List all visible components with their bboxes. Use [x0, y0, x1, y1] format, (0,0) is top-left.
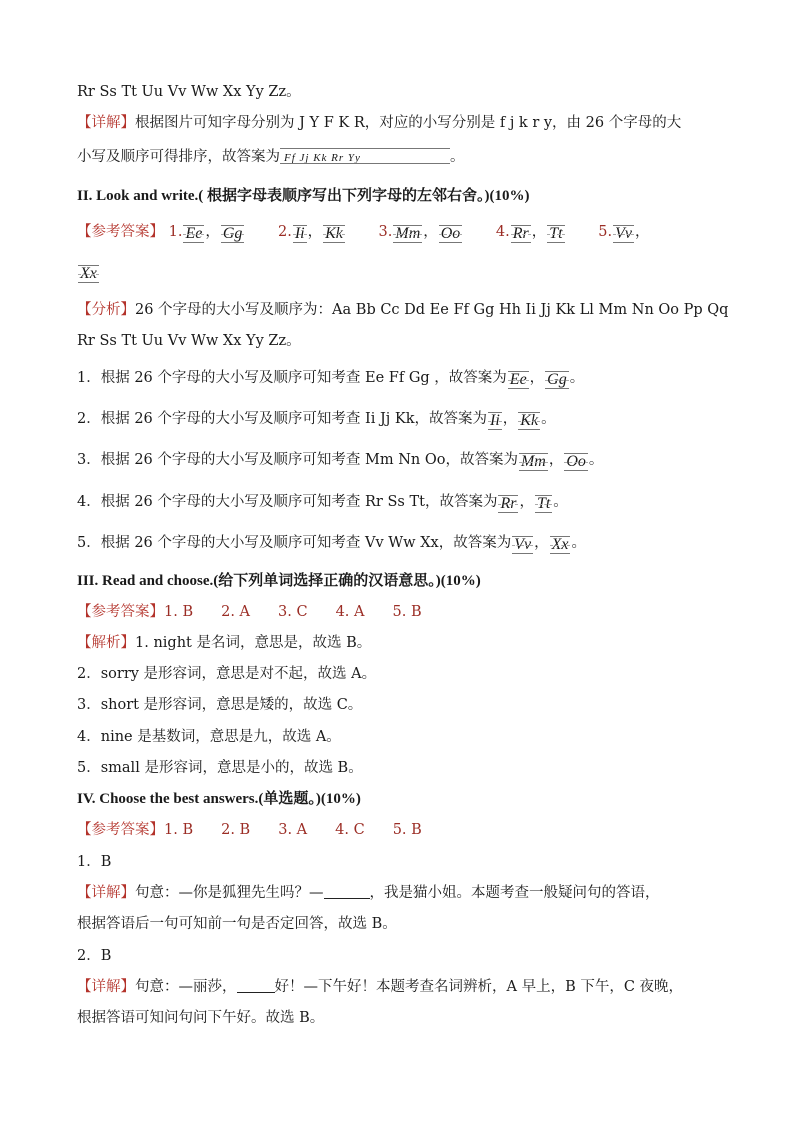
question-2-detail: 【详解】句意：—丽莎， 好！—下午好！本题考查名词辨析，A 早上，B 下午，C 夜晚，	[77, 979, 684, 995]
hw-answer: Kk	[325, 225, 343, 242]
detail-paragraph-cont: 小写及顺序可得排序，故答案为 Ff Jj Kk Rr Yy 。	[77, 149, 465, 165]
section-3-explain-1: 【解析】1. night 是名词，意思是，故选 B。	[77, 635, 372, 651]
section-3-answers: 【参考答案】1. B 2. A 3. C 4. A 5. B	[77, 604, 422, 620]
detail-tag: 【详解】	[77, 115, 135, 131]
analysis-item-5: 5．根据 26 个字母的大小写及顺序可知考查 Vv Ww Xx，故答案为 Vv ， Xx 。	[77, 535, 586, 553]
question-2-answer: 2．B	[77, 948, 112, 964]
question-1-detail: 【详解】句意：—你是狐狸先生吗？— ，我是猫小姐。本题考查一般疑问句的答语，	[77, 885, 660, 901]
question-1-detail-cont: 根据答语后一句可知前一句是否定回答，故选 B。	[77, 916, 397, 932]
question-1-answer: 1．B	[77, 854, 112, 870]
hw-answer: Oo	[440, 225, 461, 242]
question-2-detail-cont: 根据答语可知问句问下午好。故选 B。	[77, 1010, 325, 1026]
analysis-item-3: 3．根据 26 个字母的大小写及顺序可知考查 Mm Nn Oo，故答案为 Mm ， Oo 。	[77, 452, 604, 470]
section-2-answers: 【参考答案】 1. Ee ， Gg 2. Ii ， Kk 3. Mm ， Oo 4. Rr ， Tt 5. Vv ，	[77, 224, 650, 242]
section-4-answers: 【参考答案】1. B 2. B 3. A 4. C 5. B	[77, 822, 422, 838]
analysis-item-2: 2．根据 26 个字母的大小写及顺序可知考查 Ii Jj Kk，故答案为 Ii ， Kk 。	[77, 411, 556, 429]
blank-line	[237, 978, 275, 993]
section-3-explain-4: 4．nine 是基数词，意思是九，故选 A。	[77, 729, 341, 745]
hw-answer: Gg	[222, 225, 243, 242]
section-2-answers-wrap	[77, 262, 100, 284]
handwriting-strip: Ff Jj Kk Rr Yy	[280, 148, 450, 164]
analysis-line: 【分析】26 个字母的大小写及顺序为：Aa Bb Cc Dd Ee Ff Gg Hh Ii Jj Kk Ll Mm Nn Oo Pp Qq	[77, 302, 729, 318]
section-3-title: III. Read and choose.(给下列单词选择正确的汉语意思。)(10%)	[77, 573, 481, 589]
hw-answer: Vv	[615, 225, 632, 242]
detail-paragraph: 【详解】根据图片可知字母分别为 J Y F K R，对应的小写分别是 f j k r y，由 26 个字母的大	[77, 115, 682, 131]
hw-answer: Ee	[185, 225, 203, 242]
analysis-item-1: 1．根据 26 个字母的大小写及顺序可知考查 Ee Ff Gg ，故答案为 Ee ， Gg 。	[77, 370, 585, 388]
section-3-explain-3: 3．short 是形容词，意思是矮的，故选 C。	[77, 697, 363, 713]
hw-answer: Rr	[512, 225, 529, 242]
blank-line	[324, 884, 370, 899]
section-3-explain-2: 2．sorry 是形容词，意思是对不起，故选 A。	[77, 666, 377, 682]
analysis-item-4: 4．根据 26 个字母的大小写及顺序可知考查 Rr Ss Tt，故答案为 Rr ， Tt 。	[77, 494, 568, 512]
section-2-title: II. Look and write.( 根据字母表顺序写出下列字母的左邻右舍。)(10%)	[77, 188, 530, 204]
hw-answer: Ii	[294, 225, 305, 242]
hw-answer: Mm	[395, 225, 421, 242]
hw-answer: Xx	[80, 265, 97, 282]
analysis-line-cont: Rr Ss Tt Uu Vv Ww Xx Yy Zz。	[77, 333, 301, 349]
alphabet-tail-line: Rr Ss Tt Uu Vv Ww Xx Yy Zz。	[77, 84, 301, 100]
section-3-explain-5: 5．small 是形容词，意思是小的，故选 B。	[77, 760, 363, 776]
hw-answer: Tt	[549, 225, 563, 242]
section-4-title: IV. Choose the best answers.(单选题。)(10%)	[77, 791, 361, 807]
